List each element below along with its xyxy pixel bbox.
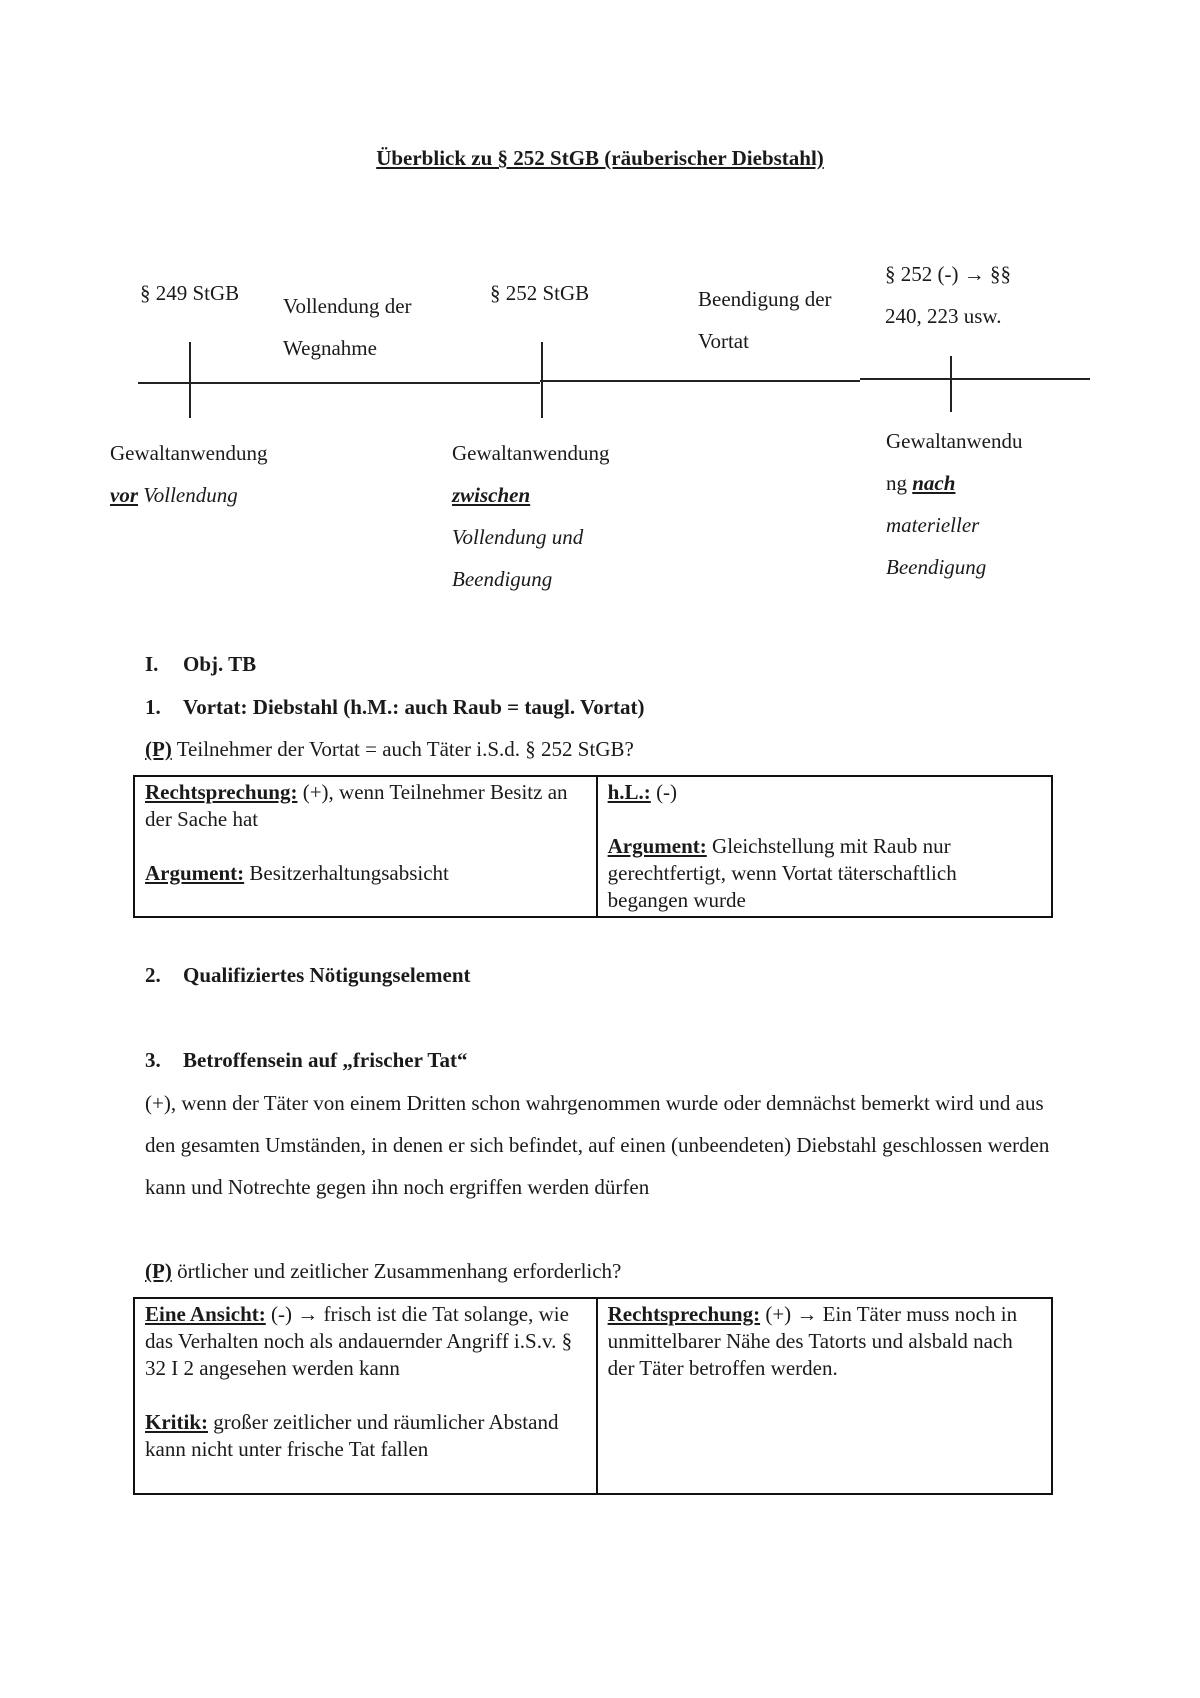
item3-problem-text: örtlicher und zeitlicher Zusammenhang erforderlich? (171, 1259, 622, 1283)
table1-left-arg-label: Argument: (145, 861, 245, 885)
below-mid-line3: Vollendung und (452, 525, 584, 549)
timeline-below-right (886, 420, 1022, 588)
table1-left-arg-text: Besitzerhaltungsabsicht (244, 861, 449, 885)
below-right-l2a: ng (886, 471, 913, 495)
table1-left-opinion (145, 779, 586, 833)
table-frische-tat (133, 1297, 1053, 1495)
item3-problem-tag: (P) (145, 1259, 172, 1283)
item2-number: 2. (145, 963, 161, 987)
below-left-line2 (110, 474, 267, 516)
table2-left-krit-label: Kritik: (145, 1410, 208, 1434)
timeline-below-mid (452, 432, 609, 600)
timeline-axis-left (138, 382, 540, 384)
item-heading-3 (145, 1048, 467, 1073)
table2-right-opinion (608, 1301, 1041, 1382)
table1-right-argument (608, 833, 1041, 914)
timeline-label-beendigung (698, 278, 832, 362)
label-252-text: § 252 StGB (490, 281, 590, 305)
item1-problem-tag: (P) (145, 737, 172, 761)
below-mid-line4: Beendigung (452, 567, 553, 591)
item-heading-2 (145, 963, 471, 988)
table2-left-cell (134, 1298, 597, 1494)
below-right-line2 (886, 462, 1022, 504)
timeline-label-252 (490, 272, 589, 314)
table1-right-cell (597, 776, 1052, 917)
timeline-tick-252 (541, 342, 543, 418)
label-252neg-line2: 240, 223 usw. (885, 304, 1002, 328)
below-right-line3: materieller (886, 513, 980, 537)
item1-problem (145, 728, 1070, 770)
item3-number: 3. (145, 1048, 161, 1072)
table2-left-opinion (145, 1301, 586, 1382)
table2-left-critique (145, 1409, 586, 1463)
item3-problem (145, 1250, 1070, 1292)
below-left-emph: vor (110, 483, 138, 507)
below-left-line1: Gewaltanwendung (110, 441, 268, 465)
below-right-line1: Gewaltanwendu (886, 429, 1023, 453)
section-number: I. (145, 652, 159, 676)
table2-left-text: (-) → frisch ist die Tat solange, wie das Verhalten noch als andauernder Angriff i.S.v. § 32 I 2 angesehen werden kann (145, 1302, 573, 1380)
below-mid-line2: zwischen (452, 483, 531, 507)
timeline-axis-mid (540, 380, 860, 382)
table2-right-label: Rechtsprechung: (607, 1302, 761, 1326)
below-left-rest: Vollendung (138, 483, 238, 507)
item3-text: (+), wenn der Täter von einem Dritten schon wahrgenommen wurde oder demnächst bemerkt wird und aus den gesamten Umständen, in denen er sich befindet, auf einen (unbeendeten) Diebstahl geschlossen werden kann und Notrechte gegen ihn noch ergriffen werden dürfen (145, 1091, 1050, 1199)
label-vollendung-line2: Wegnahme (283, 336, 377, 360)
label-beendigung-line1: Beendigung der (698, 287, 832, 311)
timeline-label-252-neg (885, 253, 1011, 337)
page-title: Überblick zu § 252 StGB (räuberischer Diebstahl) (376, 146, 824, 170)
table2-left-label: Eine Ansicht: (145, 1302, 266, 1326)
below-right-emph: nach (912, 471, 956, 495)
table-teilnehmer (133, 775, 1053, 918)
table1-left-cell (134, 776, 597, 917)
section-heading-1 (145, 652, 256, 677)
timeline-label-vollendung (283, 285, 412, 369)
item1-number: 1. (145, 695, 161, 719)
label-249-text: § 249 StGB (140, 281, 240, 305)
table2-right-cell (597, 1298, 1052, 1494)
table1-right-label: h.L.: (607, 780, 651, 804)
table1-right-opinion (608, 779, 1041, 806)
timeline-axis-right (860, 378, 1090, 380)
section-title: Obj. TB (183, 652, 257, 676)
table1-left-label: Rechtsprechung: (145, 780, 298, 804)
item1-title: Vortat: Diebstahl (h.M.: auch Raub = taugl. Vortat) (183, 695, 645, 719)
timeline-label-249 (140, 272, 239, 314)
below-mid-line1: Gewaltanwendung (452, 441, 610, 465)
item3-title: Betroffensein auf „frischer Tat“ (183, 1048, 468, 1072)
label-beendigung-line2: Vortat (698, 329, 749, 353)
timeline-below-left (110, 432, 267, 516)
below-right-line4: Beendigung (886, 555, 987, 579)
table2-left-krit-text: großer zeitlicher und räumlicher Abstand kann nicht unter frische Tat fallen (145, 1410, 559, 1461)
table1-right-text: (-) (650, 780, 678, 804)
label-vollendung-line1: Vollendung der (283, 294, 412, 318)
timeline-tick-vollendung (189, 342, 191, 418)
item1-problem-text: Teilnehmer der Vortat = auch Täter i.S.d. § 252 StGB? (171, 737, 634, 761)
table1-left-text: (+), wenn Teilnehmer Besitz an der Sache hat (145, 780, 568, 831)
table1-right-arg-label: Argument: (607, 834, 707, 858)
label-252neg-line1: § 252 (-) → §§ (885, 262, 1011, 286)
table1-left-argument (145, 860, 586, 887)
timeline-tick-beendigung (950, 356, 952, 412)
table1-right-arg-text: Gleichstellung mit Raub nur gerechtfertigt, wenn Vortat täterschaftlich begangen wurde (607, 834, 957, 912)
table2-right-text: (+) → Ein Täter muss noch in unmittelbarer Nähe des Tatorts und alsbald nach der Täter betroffen werden. (607, 1302, 1018, 1380)
item2-title: Qualifiziertes Nötigungselement (183, 963, 471, 987)
item-heading-1 (145, 695, 645, 720)
